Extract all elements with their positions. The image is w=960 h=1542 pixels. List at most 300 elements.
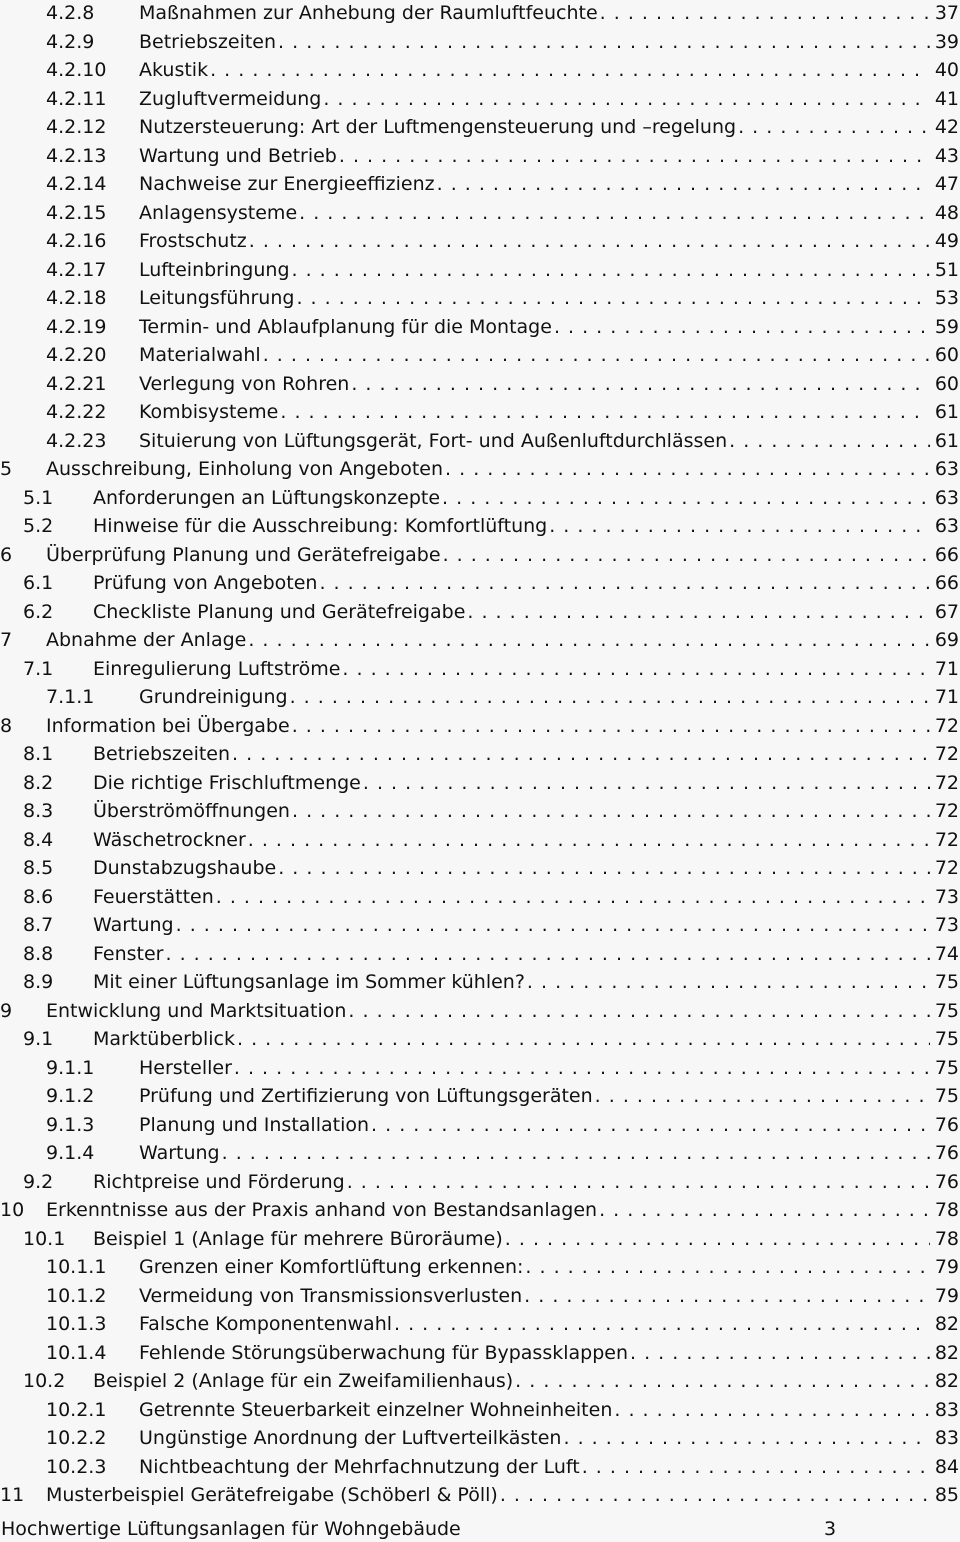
dot-leader — [445, 456, 930, 482]
toc-entry-page-number: 83 — [934, 1398, 959, 1421]
toc-entry-title: Anlagensysteme — [139, 201, 298, 224]
toc-entry-title-line — [139, 1425, 930, 1451]
dot-leader — [554, 314, 930, 340]
toc-entry-title-line — [139, 143, 930, 169]
toc-entry-number: 8.9 — [23, 971, 54, 993]
dot-leader — [549, 513, 930, 539]
toc-entry-page-number: 72 — [934, 857, 959, 879]
toc-entry-number: 5.1 — [23, 486, 54, 509]
toc-entry[interactable] — [0, 998, 960, 1027]
dot-leader — [292, 713, 930, 739]
toc-entry[interactable] — [0, 200, 960, 229]
toc-entry-number: 4.2.18 — [46, 287, 107, 309]
dot-leader — [176, 912, 930, 938]
dot-leader — [582, 1454, 930, 1480]
toc-entry-title: Fehlende Störungsüberwachung für Bypassklappen — [139, 1341, 629, 1364]
toc-entry-page-number: 72 — [934, 743, 959, 765]
toc-entry-title: Fenster — [93, 942, 164, 965]
toc-entry-title-line — [139, 171, 930, 197]
toc-entry-number: 8.6 — [23, 885, 54, 908]
toc-entry-page-number: 72 — [934, 828, 959, 851]
toc-entry-number: 11 — [0, 1484, 25, 1506]
toc-entry-title: Wäschetrockner — [93, 828, 246, 851]
toc-entry-page-number: 76 — [934, 1142, 959, 1164]
dot-leader — [232, 741, 930, 767]
toc-entry-title: Beispiel 2 (Anlage für ein Zweifamilienhaus) — [93, 1370, 514, 1392]
dot-leader — [467, 599, 930, 625]
dot-leader — [351, 371, 930, 397]
toc-entry-title-line — [139, 1454, 930, 1480]
toc-entry-title-line — [139, 257, 930, 283]
toc-entry-number: 8.5 — [23, 857, 54, 879]
dot-leader — [729, 428, 930, 454]
toc-entry-title: Anforderungen an Lüftungskonzepte — [93, 486, 441, 509]
toc-entry-page-number: 82 — [934, 1341, 959, 1364]
toc-entry-title: Kombisysteme — [139, 401, 279, 423]
toc-entry-number: 8.2 — [23, 771, 54, 794]
toc-entry-number: 10.1 — [23, 1227, 66, 1250]
toc-entry-page-number: 71 — [934, 657, 959, 680]
toc-entry-page-number: 74 — [934, 942, 959, 965]
dot-leader — [237, 1026, 930, 1052]
toc-entry[interactable] — [0, 485, 960, 514]
toc-entry-title-line — [139, 57, 930, 83]
toc-entry-title-line — [139, 0, 930, 26]
dot-leader — [527, 969, 930, 995]
toc-entry-page-number: 66 — [934, 572, 959, 594]
toc-entry-number: 6.2 — [23, 600, 54, 623]
toc-entry-title: Prüfung und Zertifizierung von Lüftungsgeräten — [139, 1085, 593, 1107]
toc-entry-title: Falsche Komponentenwahl — [139, 1313, 393, 1335]
toc-entry-number: 6 — [0, 543, 13, 566]
toc-entry-title-line — [93, 1368, 930, 1394]
toc-entry-page-number: 76 — [934, 1113, 959, 1136]
toc-entry-title: Wartung und Betrieb — [139, 144, 337, 167]
toc-entry-number: 10.2.2 — [46, 1427, 107, 1449]
footer-page-number: 3 — [824, 1518, 837, 1540]
toc-entry-page-number: 53 — [934, 287, 959, 309]
toc-entry-number: 4.2.14 — [46, 173, 107, 195]
toc-entry-number: 8.4 — [23, 828, 54, 851]
toc-entry-page-number: 72 — [934, 800, 959, 822]
dot-leader — [738, 114, 930, 140]
toc-entry-page-number: 49 — [934, 230, 959, 252]
toc-entry-title-line — [46, 1482, 930, 1508]
toc-entry-number: 8.3 — [23, 800, 54, 822]
dot-leader — [437, 171, 930, 197]
toc-entry-page-number: 75 — [934, 971, 959, 993]
dot-leader — [248, 627, 930, 653]
toc-entry-number: 8.1 — [23, 743, 54, 765]
toc-entry-title: Checkliste Planung und Gerätefreigabe — [93, 600, 466, 623]
toc-entry-page-number: 63 — [934, 515, 959, 537]
toc-entry-title: Richtpreise und Förderung — [93, 1170, 345, 1193]
dot-leader — [505, 1226, 930, 1252]
page-footer — [0, 1516, 960, 1542]
toc-entry-title: Frostschutz — [139, 230, 247, 252]
toc-entry-number: 4.2.15 — [46, 201, 107, 224]
toc-entry-page-number: 76 — [934, 1170, 959, 1193]
toc-entry[interactable] — [0, 1454, 960, 1483]
toc-entry-page-number: 75 — [934, 999, 959, 1022]
toc-entry-page-number: 61 — [934, 401, 959, 423]
toc-entry-page-number: 79 — [934, 1256, 959, 1278]
toc-entry[interactable] — [0, 57, 960, 86]
dot-leader — [394, 1311, 930, 1337]
dot-leader — [347, 1169, 930, 1195]
toc-entry-title: Grenzen einer Komfortlüftung erkennen: — [139, 1256, 524, 1278]
toc-entry[interactable] — [0, 399, 960, 428]
toc-entry-number: 4.2.10 — [46, 59, 107, 81]
toc-entry[interactable] — [0, 798, 960, 827]
toc-entry-number: 8 — [0, 714, 13, 737]
toc-entry[interactable] — [0, 1026, 960, 1055]
dot-leader — [600, 0, 930, 26]
toc-entry[interactable] — [0, 1397, 960, 1426]
toc-entry[interactable] — [0, 1254, 960, 1283]
toc-entry-page-number: 73 — [934, 914, 959, 936]
toc-entry-title-line — [93, 827, 930, 853]
toc-entry[interactable] — [0, 941, 960, 970]
dot-leader — [210, 57, 930, 83]
toc-entry-title-line — [139, 228, 930, 254]
toc-entry[interactable] — [0, 1368, 960, 1397]
dot-leader — [290, 684, 930, 710]
toc-entry[interactable] — [0, 912, 960, 941]
toc-entry-number: 4.2.8 — [46, 2, 95, 24]
toc-entry-title-line — [139, 86, 930, 112]
toc-entry-number: 9.1.4 — [46, 1142, 95, 1164]
toc-entry-page-number: 48 — [934, 201, 959, 224]
toc-entry-title-line — [139, 1340, 930, 1366]
toc-entry-title: Getrennte Steuerbarkeit einzelner Wohneinheiten — [139, 1398, 613, 1421]
toc-entry-title: Entwicklung und Marktsituation — [46, 999, 347, 1022]
toc-entry-number: 10.1.4 — [46, 1341, 107, 1364]
toc-entry-title: Wartung — [139, 1142, 220, 1164]
toc-entry[interactable] — [0, 855, 960, 884]
toc-entry-number: 9 — [0, 999, 13, 1022]
toc-entry-title-line — [139, 342, 930, 368]
toc-entry-title-line — [139, 200, 930, 226]
toc-entry-title-line — [93, 1226, 930, 1252]
toc-entry-page-number: 37 — [934, 2, 959, 24]
toc-entry-number: 4.2.21 — [46, 372, 107, 395]
toc-entry[interactable] — [0, 1226, 960, 1255]
toc-entry-number: 9.1 — [23, 1028, 54, 1050]
toc-entry[interactable] — [0, 713, 960, 742]
dot-leader — [515, 1368, 930, 1394]
toc-entry-title-line — [46, 456, 930, 482]
toc-entry[interactable] — [0, 656, 960, 685]
toc-entry-number: 4.2.20 — [46, 344, 107, 366]
toc-entry-number: 4.2.9 — [46, 30, 95, 53]
toc-entry-title-line — [139, 399, 930, 425]
toc-entry-page-number: 72 — [934, 771, 959, 794]
toc-entry-page-number: 69 — [934, 629, 959, 651]
toc-entry-title-line — [46, 542, 930, 568]
toc-entry[interactable] — [0, 1340, 960, 1369]
toc-entry-page-number: 51 — [934, 258, 959, 281]
toc-entry-title-line — [93, 770, 930, 796]
toc-entry-number: 4.2.16 — [46, 230, 107, 252]
toc-entry-page-number: 84 — [934, 1455, 959, 1478]
dot-leader — [500, 1482, 930, 1508]
toc-entry[interactable] — [0, 627, 960, 656]
dot-leader — [216, 884, 930, 910]
toc-entry[interactable] — [0, 342, 960, 371]
toc-entry-title: Wartung — [93, 914, 174, 936]
toc-entry[interactable] — [0, 114, 960, 143]
toc-entry-title-line — [139, 29, 930, 55]
toc-entry[interactable] — [0, 1083, 960, 1112]
dot-leader — [299, 200, 930, 226]
toc-entry-page-number: 60 — [934, 372, 959, 395]
dot-leader — [249, 228, 930, 254]
toc-entry-title: Akustik — [139, 59, 209, 81]
toc-entry-title-line — [139, 1140, 930, 1166]
toc-entry-title-line — [46, 1197, 930, 1223]
dot-leader — [278, 29, 930, 55]
toc-entry-number: 7.1.1 — [46, 686, 95, 708]
toc-entry-number: 10 — [0, 1199, 25, 1221]
toc-entry-number: 10.1.3 — [46, 1313, 107, 1335]
toc-entry-page-number: 72 — [934, 714, 959, 737]
dot-leader — [563, 1425, 930, 1451]
toc-entry-number: 5 — [0, 458, 13, 480]
toc-entry[interactable] — [0, 285, 960, 314]
toc-entry[interactable] — [0, 1055, 960, 1084]
toc-entry-title: Hersteller — [139, 1056, 232, 1079]
toc-entry-title-line — [93, 855, 930, 881]
toc-entry-number: 4.2.11 — [46, 87, 107, 110]
toc-entry-page-number: 63 — [934, 458, 959, 480]
toc-entry-page-number: 82 — [934, 1370, 959, 1392]
toc-entry-title: Marktüberblick — [93, 1028, 235, 1050]
toc-entry[interactable] — [0, 1112, 960, 1141]
dot-leader — [222, 1140, 930, 1166]
toc-entry-page-number: 42 — [934, 116, 959, 138]
toc-entry-number: 5.2 — [23, 515, 54, 537]
toc-entry-number: 4.2.23 — [46, 429, 107, 452]
toc-entry[interactable] — [0, 1140, 960, 1169]
toc-entry-title-line — [93, 884, 930, 910]
toc-entry-title-line — [93, 912, 930, 938]
toc-entry-page-number: 67 — [934, 600, 959, 623]
toc-entry[interactable] — [0, 428, 960, 457]
dot-leader — [348, 998, 930, 1024]
toc-entry-title: Einregulierung Luftströme — [93, 657, 341, 680]
toc-entry-number: 8.7 — [23, 914, 54, 936]
toc-entry[interactable] — [0, 86, 960, 115]
toc-entry[interactable] — [0, 513, 960, 542]
toc-entry-title: Zugluftvermeidung — [139, 87, 322, 110]
toc-entry[interactable] — [0, 1169, 960, 1198]
dot-leader — [278, 855, 930, 881]
toc-entry[interactable] — [0, 228, 960, 257]
dot-leader — [319, 570, 930, 596]
toc-entry-title: Die richtige Frischluftmenge — [93, 771, 361, 794]
toc-entry[interactable] — [0, 29, 960, 58]
dot-leader — [263, 342, 930, 368]
toc-entry-page-number: 75 — [934, 1028, 959, 1050]
dot-leader — [363, 770, 930, 796]
toc-entry-number: 4.2.17 — [46, 258, 107, 281]
toc-entry-page-number: 66 — [934, 543, 959, 566]
toc-entry-title-line — [139, 285, 930, 311]
toc-entry-page-number: 83 — [934, 1427, 959, 1449]
toc-entry-title: Maßnahmen zur Anhebung der Raumluftfeuchte — [139, 2, 598, 24]
footer-document-title: Hochwertige Lüftungsanlagen für Wohngebäude — [1, 1518, 461, 1540]
toc-entry-title: Nachweise zur Energieeffizienz — [139, 173, 435, 195]
dot-leader — [323, 86, 930, 112]
toc-entry-title-line — [93, 1026, 930, 1052]
toc-entry-title-line — [139, 1083, 930, 1109]
toc-entry-title-line — [93, 969, 930, 995]
toc-entry-title: Leitungsführung — [139, 287, 295, 309]
toc-entry[interactable] — [0, 171, 960, 200]
toc-entry-number: 4.2.22 — [46, 401, 107, 423]
toc-entry-number: 9.1.1 — [46, 1056, 95, 1079]
toc-entry[interactable] — [0, 599, 960, 628]
toc-entry-page-number: 75 — [934, 1085, 959, 1107]
toc-entry-number: 10.2 — [23, 1370, 66, 1392]
toc-entry-title-line — [93, 1169, 930, 1195]
toc-entry-page-number: 85 — [934, 1484, 959, 1506]
toc-entry-page-number: 39 — [934, 30, 959, 53]
dot-leader — [339, 143, 930, 169]
toc-entry-number: 10.1.1 — [46, 1256, 107, 1278]
toc-entry-title: Überprüfung Planung und Gerätefreigabe — [46, 543, 441, 566]
toc-entry-title: Ausschreibung, Einholung von Angeboten — [46, 458, 444, 480]
toc-entry-title: Situierung von Lüftungsgerät, Fort- und Außenluftdurchlässen — [139, 429, 728, 452]
toc-entry-title: Beispiel 1 (Anlage für mehrere Büroräume) — [93, 1227, 503, 1250]
toc-entry[interactable] — [0, 542, 960, 571]
toc-entry[interactable] — [0, 1197, 960, 1226]
toc-entry-page-number: 43 — [934, 144, 959, 167]
toc-entry-number: 4.2.13 — [46, 144, 107, 167]
toc-entry-title-line — [93, 941, 930, 967]
toc-entry-title-line — [139, 314, 930, 340]
toc-entry-title-line — [93, 798, 930, 824]
toc-entry-number: 6.1 — [23, 572, 54, 594]
toc-entry-title: Termin- und Ablaufplanung für die Montage — [139, 315, 552, 338]
toc-entry-title: Erkenntnisse aus der Praxis anhand von Bestandsanlagen — [46, 1199, 598, 1221]
toc-entry-title: Grundreinigung — [139, 686, 288, 708]
toc-entry-title-line — [46, 713, 930, 739]
toc-entry-title-line — [93, 599, 930, 625]
toc-entry[interactable] — [0, 1425, 960, 1454]
toc-entry-title: Prüfung von Angeboten — [93, 572, 318, 594]
toc-entry-title: Abnahme der Anlage — [46, 629, 247, 651]
toc-entry-title-line — [139, 1112, 930, 1138]
toc-entry-title-line — [139, 1254, 930, 1280]
toc-entry[interactable] — [0, 884, 960, 913]
toc-entry-title: Information bei Übergabe — [46, 714, 290, 737]
dot-leader — [296, 285, 930, 311]
toc-entry-title: Feuerstätten — [93, 885, 214, 908]
toc-entry[interactable] — [0, 827, 960, 856]
toc-entry-title: Mit einer Lüftungsanlage im Sommer kühlen? — [93, 971, 525, 993]
dot-leader — [248, 827, 930, 853]
toc-entry-title-line — [93, 485, 930, 511]
toc-entry[interactable] — [0, 371, 960, 400]
toc-entry[interactable] — [0, 684, 960, 713]
toc-entry-title: Dunstabzugshaube — [93, 857, 277, 879]
toc-entry-title: Nichtbeachtung der Mehrfachnutzung der Luft — [139, 1455, 580, 1478]
toc-entry-title-line — [139, 1311, 930, 1337]
toc-entry-title-line — [93, 741, 930, 767]
dot-leader — [630, 1340, 930, 1366]
toc-entry-title-line — [46, 627, 930, 653]
dot-leader — [165, 941, 930, 967]
toc-entry[interactable] — [0, 770, 960, 799]
dot-leader — [342, 656, 930, 682]
dot-leader — [599, 1197, 930, 1223]
toc-entry-page-number: 40 — [934, 59, 959, 81]
toc-entry-page-number: 47 — [934, 173, 959, 195]
toc-entry-number: 7 — [0, 629, 13, 651]
toc-entry[interactable] — [0, 741, 960, 770]
toc-entry-number: 10.2.1 — [46, 1398, 107, 1421]
toc-entry-title: Betriebszeiten — [139, 30, 277, 53]
toc-entry[interactable] — [0, 257, 960, 286]
toc-entry-title-line — [139, 1283, 930, 1309]
toc-entry-page-number: 71 — [934, 686, 959, 708]
toc-entry-page-number: 73 — [934, 885, 959, 908]
toc-entry-title: Überströmöffnungen — [93, 800, 290, 822]
toc-entry-page-number: 61 — [934, 429, 959, 452]
toc-entry-title: Betriebszeiten — [93, 743, 231, 765]
toc-entry-title: Musterbeispiel Gerätefreigabe (Schöberl & Pöll) — [46, 1484, 498, 1506]
toc-entry[interactable] — [0, 0, 960, 29]
toc-entry-number: 4.2.12 — [46, 116, 107, 138]
toc-entry-title-line — [139, 428, 930, 454]
toc-entry-number: 10.2.3 — [46, 1455, 107, 1478]
toc-entry-number: 9.1.2 — [46, 1085, 95, 1107]
toc-entry-number: 10.1.2 — [46, 1284, 107, 1307]
toc-entry-title-line — [139, 371, 930, 397]
toc-entry[interactable] — [0, 314, 960, 343]
toc-entry-title: Materialwahl — [139, 344, 261, 366]
toc-entry[interactable] — [0, 969, 960, 998]
toc-entry[interactable] — [0, 1482, 960, 1511]
dot-leader — [371, 1112, 930, 1138]
toc-entry[interactable] — [0, 456, 960, 485]
toc-entry-title: Lufteinbringung — [139, 258, 290, 281]
toc-entry-page-number: 60 — [934, 344, 959, 366]
toc-entry-title-line — [93, 570, 930, 596]
dot-leader — [524, 1283, 930, 1309]
toc-entry-title-line — [93, 656, 930, 682]
toc-entry-page-number: 75 — [934, 1056, 959, 1079]
toc-entry-number: 9.2 — [23, 1170, 54, 1193]
toc-entry-title: Verlegung von Rohren — [139, 372, 350, 395]
toc-entry-title-line — [139, 1055, 930, 1081]
toc-entry[interactable] — [0, 1283, 960, 1312]
toc-entry-title-line — [139, 1397, 930, 1423]
toc-entry[interactable] — [0, 570, 960, 599]
dot-leader — [525, 1254, 930, 1280]
toc-entry-page-number: 79 — [934, 1284, 959, 1307]
dot-leader — [292, 257, 930, 283]
toc-entry-page-number: 78 — [934, 1227, 959, 1250]
toc-entry-title: Nutzersteuerung: Art der Luftmengensteuerung und –regelung — [139, 116, 737, 138]
toc-entry-number: 9.1.3 — [46, 1113, 95, 1136]
toc-entry-page-number: 41 — [934, 87, 959, 110]
toc-entry[interactable] — [0, 143, 960, 172]
toc-entry[interactable] — [0, 1311, 960, 1340]
toc-entry-page-number: 82 — [934, 1313, 959, 1335]
